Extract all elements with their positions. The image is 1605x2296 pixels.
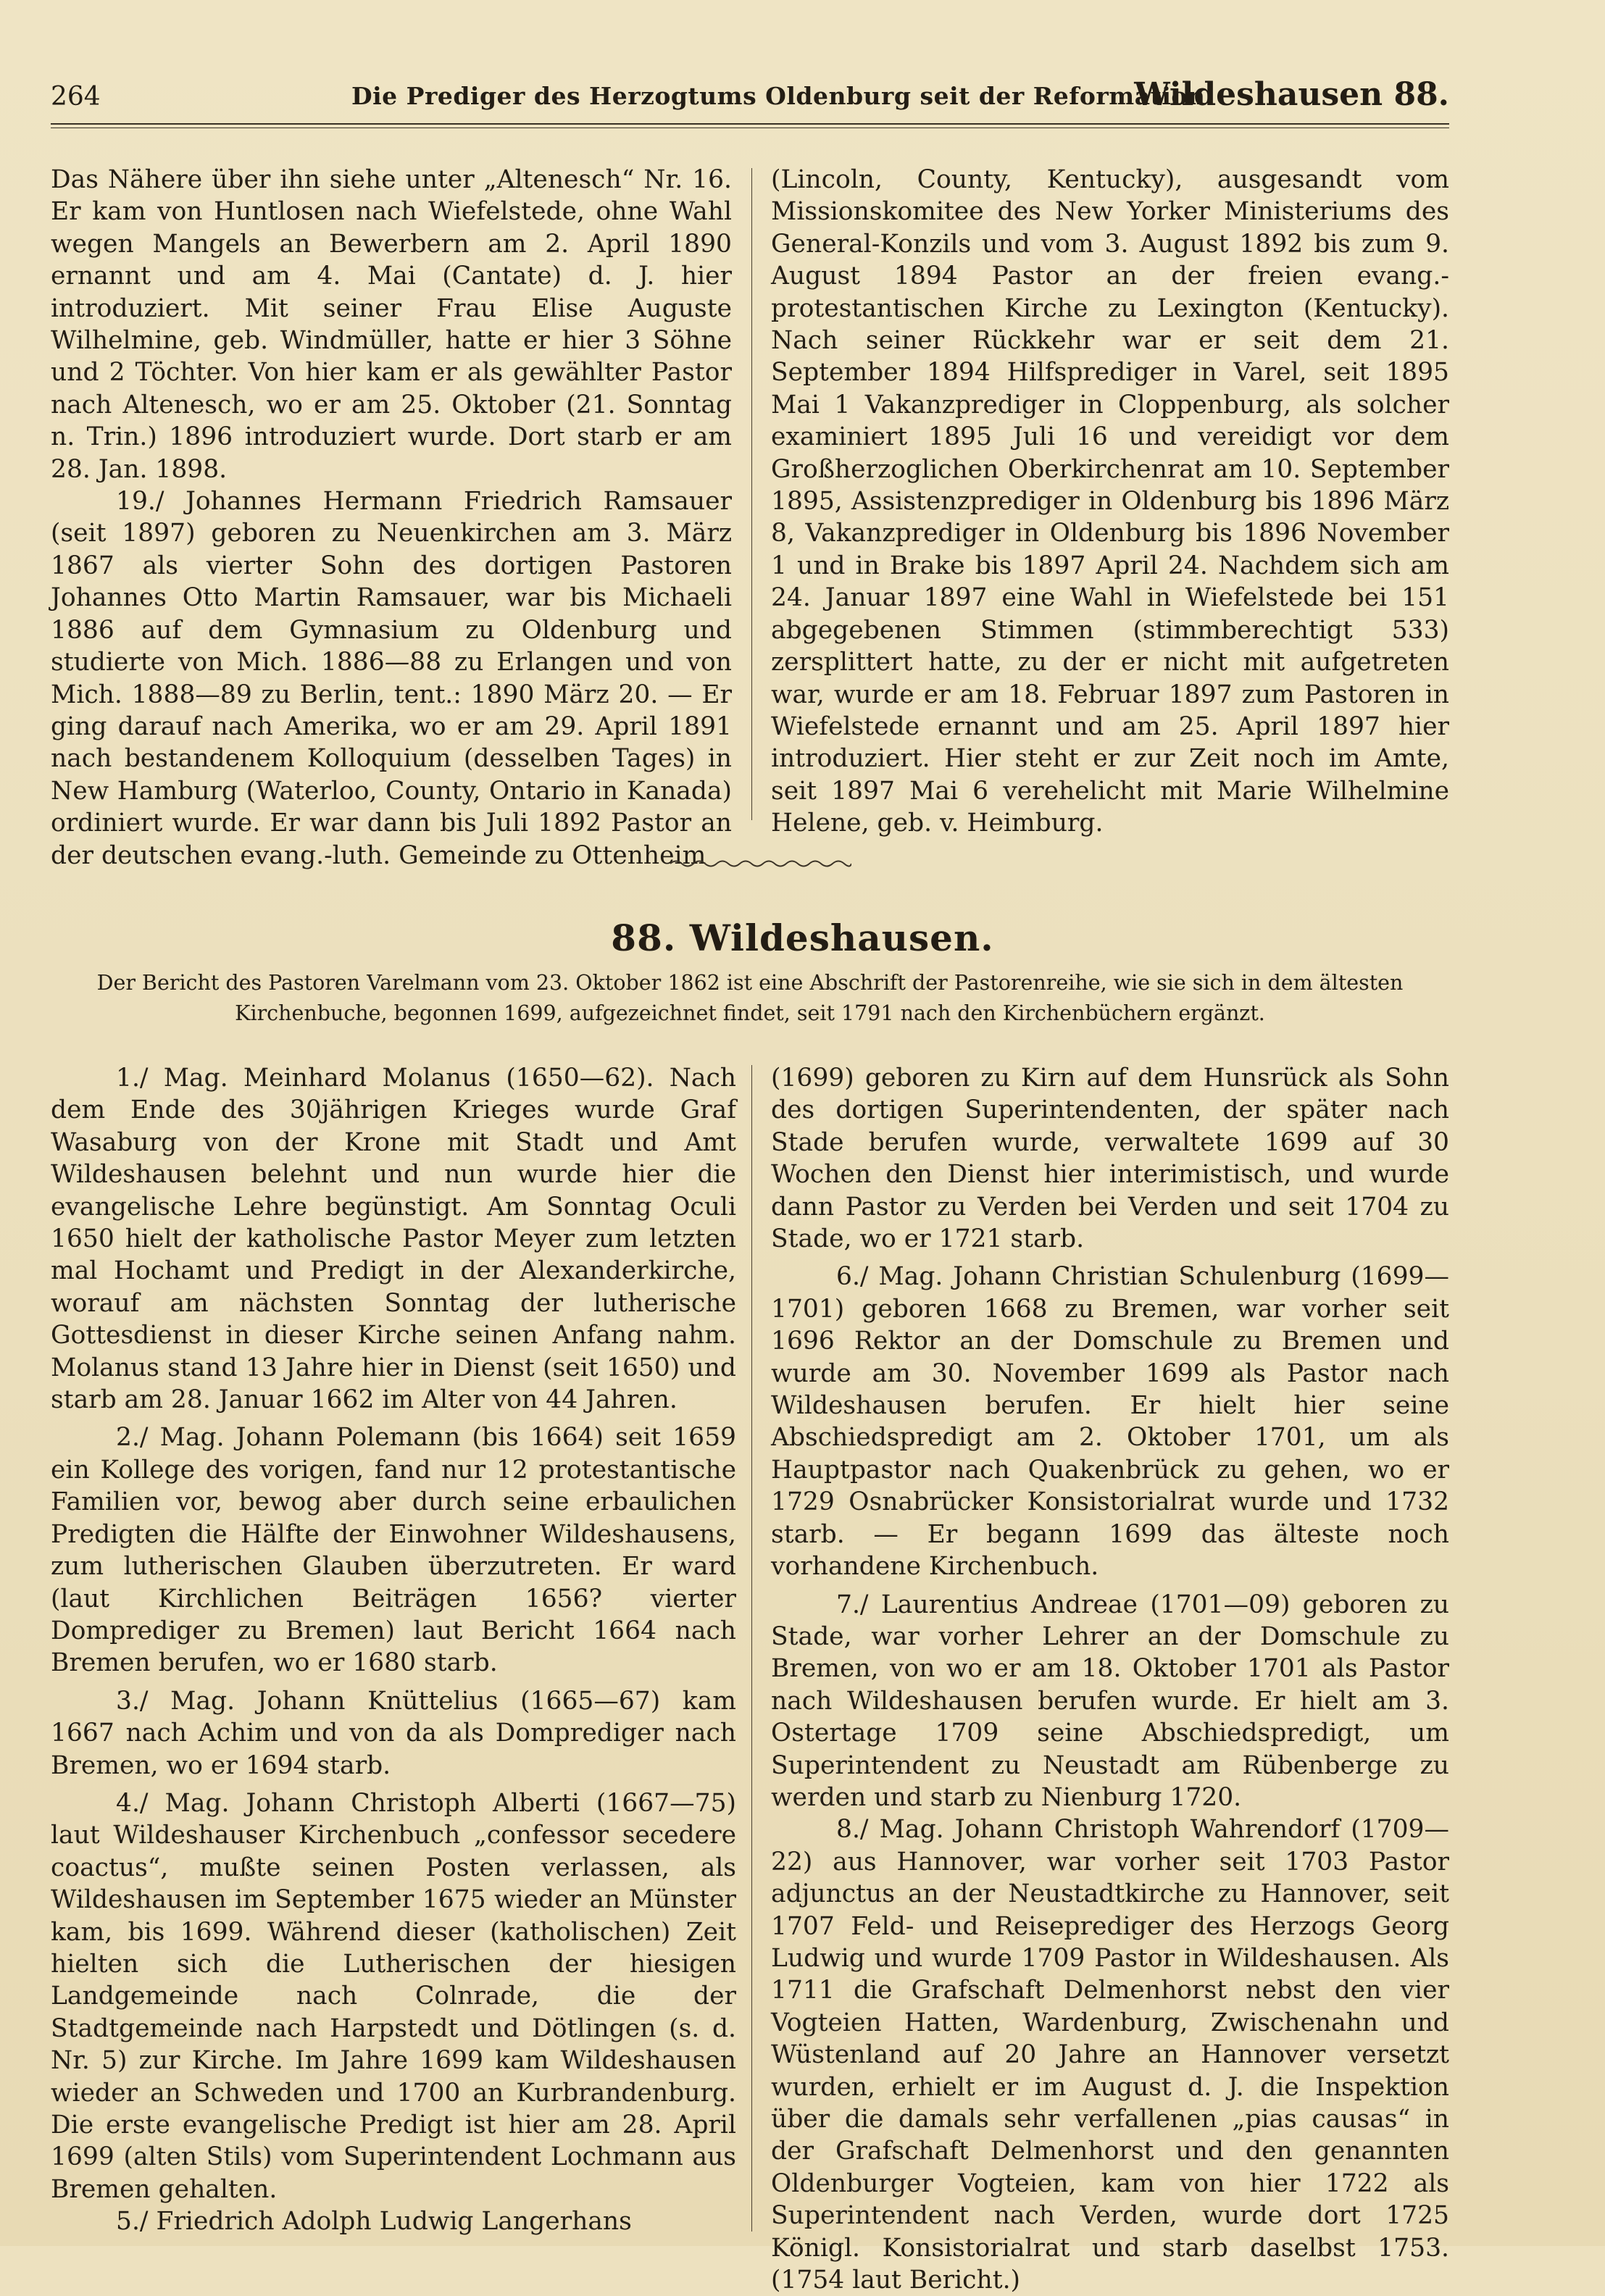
- entry-3: 3./ Mag. Johann Knüttelius (1665—67) kam 1667 nach Achim und von da als Domprediger nach Bremen, wo er 1694 starb.: [51, 1686, 736, 1780]
- section-note: Der Bericht des Pastoren Varelmann vom 23. Oktober 1862 ist eine Abschrift der Pastorenreihe, wie sie sich in dem ältesten Kirchenbuche, begonnen 1699, aufgezeichnet findet, seit 1791 nach den Kirchenbüchern ergänzt.: [96, 971, 1404, 1025]
- bottom-right-column: [771, 1062, 1449, 2296]
- entry-5-continued: (1699) geboren zu Kirn auf dem Hunsrück als Sohn des dortigen Superintendenten, der später nach Stade berufen wurde, verwaltete 1699 auf 30 Wochen den Dienst hier interimistisch, und wurde dann Pastor zu Verden bei Verden und seit 1704 zu Stade, wo er 1721 starb.: [771, 1064, 1449, 1254]
- page-number: 264: [51, 82, 101, 112]
- entry-8: 8./ Mag. Johann Christoph Wahrendorf (1709—22) aus Hannover, war vorher seit 1703 Pastor adjunctus an der Neustadtkirche zu Hannover, seit 1707 Feld- und Reiseprediger des Herzogs Georg Ludwig und wurde 1709 Pastor in Wildeshausen. Als 1711 die Grafschaft Delmenhorst nebst den vier Vogteien Hatten, Wardenburg, Zwischenahn und Wüstenland auf 20 Jahre an Hannover versetzt wurden, erhielt er im August d. J. die Inspektion über die damals sehr verfallenen „pias causas“ in der Grafschaft Delmenhorst und den genannten Oldenburger Vogteien, kam von hier 1722 als Superintendent nach Verden, wurde dort 1725 Königl. Konsistorialrat und starb daselbst 1753. (1754 laut Bericht.): [771, 1815, 1449, 2295]
- section-title: 88. Wildeshausen.: [611, 917, 994, 959]
- entry-5: 5./ Friedrich Adolph Ludwig Langerhans: [116, 2207, 632, 2237]
- entry-19-continued: (Lincoln, County, Kentucky), ausgesandt vom Missionskomitee des New Yorker Ministeriums des General-Konzils und vom 3. August 1892 bis zum 9. August 1894 Pastor an der freien evang.-protestantischen Kirche zu Lexington (Kentucky). Nach seiner Rückkehr war er seit dem 21. September 1894 Hilfsprediger in Varel, seit 1895 Mai 1 Vakanzprediger in Cloppenburg, als solcher examiniert 1895 Juli 16 und vereidigt vor dem Großherzoglichen Oberkirchenrat am 10. September 1895, Assistenzprediger in Oldenburg bis 1896 März 8, Vakanzprediger in Oldenburg bis 1896 November 1 und in Brake bis 1897 April 24. Nachdem sich am 24. Januar 1897 eine Wahl in Wiefelstede bei 151 abgegebenen Stimmen (stimmberechtigt 533) zersplittert hatte, zu der er nicht mit aufgetreten war, wurde er am 18. Februar 1897 zum Pastoren in Wiefelstede ernannt und am 25. April 1897 hier introduziert. Hier steht er zur Zeit noch im Amte, seit 1897 Mai 6 verehelicht mit Marie Wilhelmine Helene, geb. v. Heimburg.: [771, 165, 1449, 838]
- entry-19: 19./ Johannes Hermann Friedrich Ramsauer (seit 1897) geboren zu Neuenkirchen am 3. März 1867 als vierter Sohn des dortigen Pastoren Johannes Otto Martin Ramsauer, war bis Michaeli 1886 auf dem Gymnasium zu Oldenburg und studierte von Mich. 1886—88 zu Erlangen und von Mich. 1888—89 zu Berlin, tent.: 1890 März 20. — Er ging darauf nach Amerika, wo er am 29. April 1891 nach bestandenem Kolloquium (desselben Tages) in New Hamburg (Waterloo, County, Ontario in Kanada) ordiniert wurde. Er war dann bis Juli 1892 Pastor an der deutschen evang.-luth. Gemeinde zu Ottenheim: [51, 487, 732, 870]
- paragraph-continuation: Das Nähere über ihn siehe unter „Altenesch“ Nr. 16. Er kam von Huntlosen nach Wiefelstede, ohne Wahl wegen Mangels an Bewerbern am 2. April 1890 ernannt und am 4. Mai (Cantate) d. J. hier introduziert. Mit seiner Frau Elise Auguste Wilhelmine, geb. Windmüller, hatte er hier 3 Söhne und 2 Töchter. Von hier kam er als gewählter Pastor nach Altenesch, wo er am 25. Oktober (21. Sonntag n. Trin.) 1896 introduziert wurde. Dort starb er am 28. Jan. 1898.: [51, 165, 732, 484]
- page-header: [51, 76, 1449, 120]
- column-divider: [751, 168, 752, 820]
- section-reference: Wildeshausen 88.: [1134, 76, 1449, 113]
- entry-7: 7./ Laurentius Andreae (1701—09) geboren zu Stade, war vorher Lehrer an der Domschule zu Bremen, von wo er am 18. Oktober 1701 als Pastor nach Wildeshausen berufen wurde. Er hielt am 3. Ostertage 1709 seine Abschiedspredigt, um Superintendent zu Neustadt am Rübenberge zu werden und starb zu Nienburg 1720.: [771, 1590, 1449, 1812]
- top-left-column: [51, 164, 732, 872]
- running-title: Die Prediger des Herzogtums Oldenburg seit der Reformation.: [351, 82, 1214, 110]
- entry-4: 4./ Mag. Johann Christoph Alberti (1667—75) laut Wildeshauser Kirchenbuch „confessor secedere coactus“, mußte seinen Posten verlassen, als Wildeshausen im September 1675 wieder an Münster kam, bis 1699. Während dieser (katholischen) Zeit hielten sich die Lutherischen der hiesigen Landgemeinde nach Colnrade, die der Stadtgemeinde nach Harpstedt und Dötlingen (s. d. Nr. 5) zur Kirche. Im Jahre 1699 kam Wildeshausen wieder an Schweden und 1700 an Kurbrandenburg. Die erste evangelische Predigt ist hier am 28. April 1699 (alten Stils) vom Superintendent Lochmann aus Bremen gehalten.: [51, 1788, 736, 2204]
- top-right-column: [771, 164, 1449, 840]
- header-rule: [51, 123, 1449, 125]
- entry-2: 2./ Mag. Johann Polemann (bis 1664) seit 1659 ein Kollege des vorigen, fand nur 12 protestantische Familien vor, bewog aber durch seine erbaulichen Predigten die Hälfte der Einwohner Wildeshausens, zum lutherischen Glauben überzutreten. Er ward (laut Kirchlichen Beiträgen 1656? vierter Domprediger zu Bremen) laut Bericht 1664 nach Bremen berufen, wo er 1680 starb.: [51, 1423, 736, 1678]
- entry-1: 1./ Mag. Meinhard Molanus (1650—62). Nach dem Ende des 30jährigen Krieges wurde Graf Wasaburg von der Krone mit Stadt und Amt Wildeshausen belehnt und nun wurde hier die evangelische Lehre begünstigt. Am Sonntag Oculi 1650 hielt der katholische Pastor Meyer zum letzten mal Hochamt und Predigt in der Alexanderkirche, worauf am nächsten Sonntag der lutherische Gottesdienst in dieser Kirche seinen Anfang nahm. Molanus stand 13 Jahre hier in Dienst (seit 1650) und starb am 28. Januar 1662 im Alter von 44 Jahren.: [51, 1064, 736, 1415]
- entry-6: 6./ Mag. Johann Christian Schulenburg (1699—1701) geboren 1668 zu Bremen, war vorher seit 1696 Rektor an der Domschule zu Bremen und wurde am 30. November 1699 als Pastor nach Wildeshausen berufen. Er hielt hier seine Abschiedspredigt am 2. Oktober 1701, um als Hauptpastor nach Quakenbrück zu gehen, wo er 1729 Osnabrücker Konsistorialrat wurde und 1732 starb. — Er begann 1699 das älteste noch vorhandene Kirchenbuch.: [771, 1262, 1449, 1582]
- column-divider-lower: [751, 1065, 752, 2232]
- ornament-divider: [670, 857, 851, 870]
- bottom-left-column: [51, 1062, 736, 2238]
